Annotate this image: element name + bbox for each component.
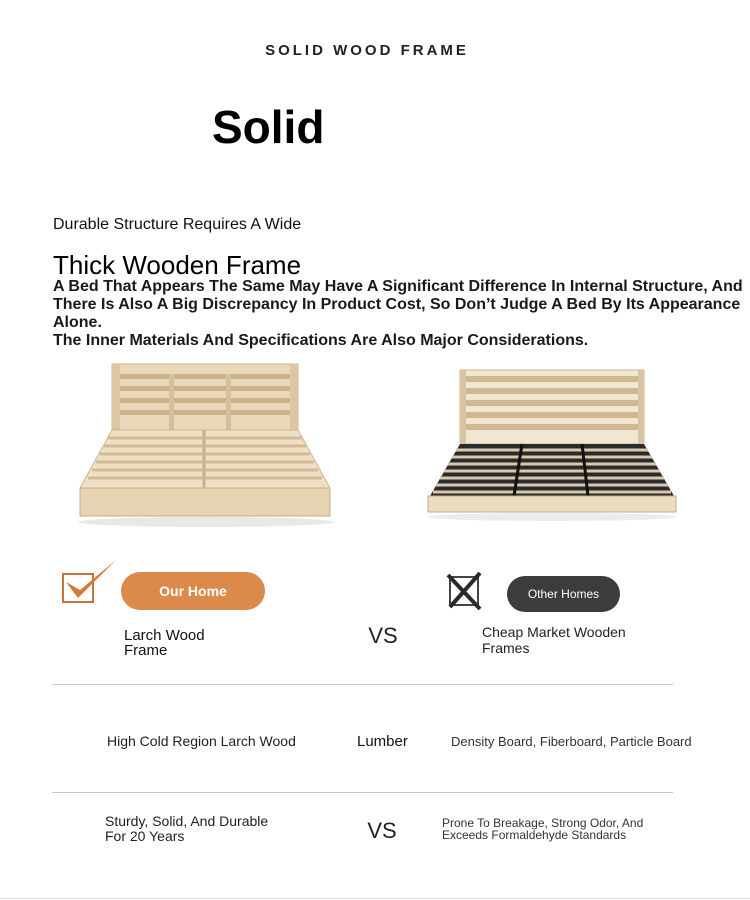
divider: [52, 792, 673, 793]
row-ours-value: High Cold Region Larch Wood: [107, 733, 296, 749]
row-vs-label: VS: [367, 818, 397, 843]
row-category: Lumber: [357, 733, 408, 750]
row-others-value: Prone To Breakage, Strong Odor, And Exceeds Formaldehyde Standards: [442, 816, 644, 842]
other-frame-label: Cheap Market Wooden Frames: [482, 624, 626, 656]
our-frame-label: Larch Wood Frame: [124, 627, 205, 659]
subheading: Durable Structure Requires A Wide: [53, 216, 302, 233]
row-others-value: Density Board, Fiberboard, Particle Board: [451, 734, 692, 749]
hero-word: Solid: [212, 101, 325, 153]
cross-icon: [446, 571, 484, 611]
section-heading: Thick Wooden Frame: [53, 250, 302, 280]
larch-bed-image: [78, 360, 334, 528]
row-ours-value: Sturdy, Solid, And Durable For 20 Years: [105, 813, 269, 844]
check-icon: [58, 556, 122, 606]
other-homes-badge: Other Homes: [507, 576, 620, 612]
page-title: SOLID WOOD FRAME: [265, 42, 469, 59]
divider: [52, 684, 673, 685]
cheap-bed-image: [424, 366, 680, 522]
our-home-badge: Our Home: [121, 572, 265, 610]
bottom-divider: [0, 898, 750, 899]
vs-label: VS: [368, 623, 398, 648]
intro-paragraph: A Bed That Appears The Same May Have A Significant Difference In Internal Structure, And There Is Also A Big Discrepancy In Product Cost, So Don’t Judge A Bed By Its Appearance Alone. The Inner Materials And Specifications Are Also Major Considerations.: [53, 278, 743, 349]
